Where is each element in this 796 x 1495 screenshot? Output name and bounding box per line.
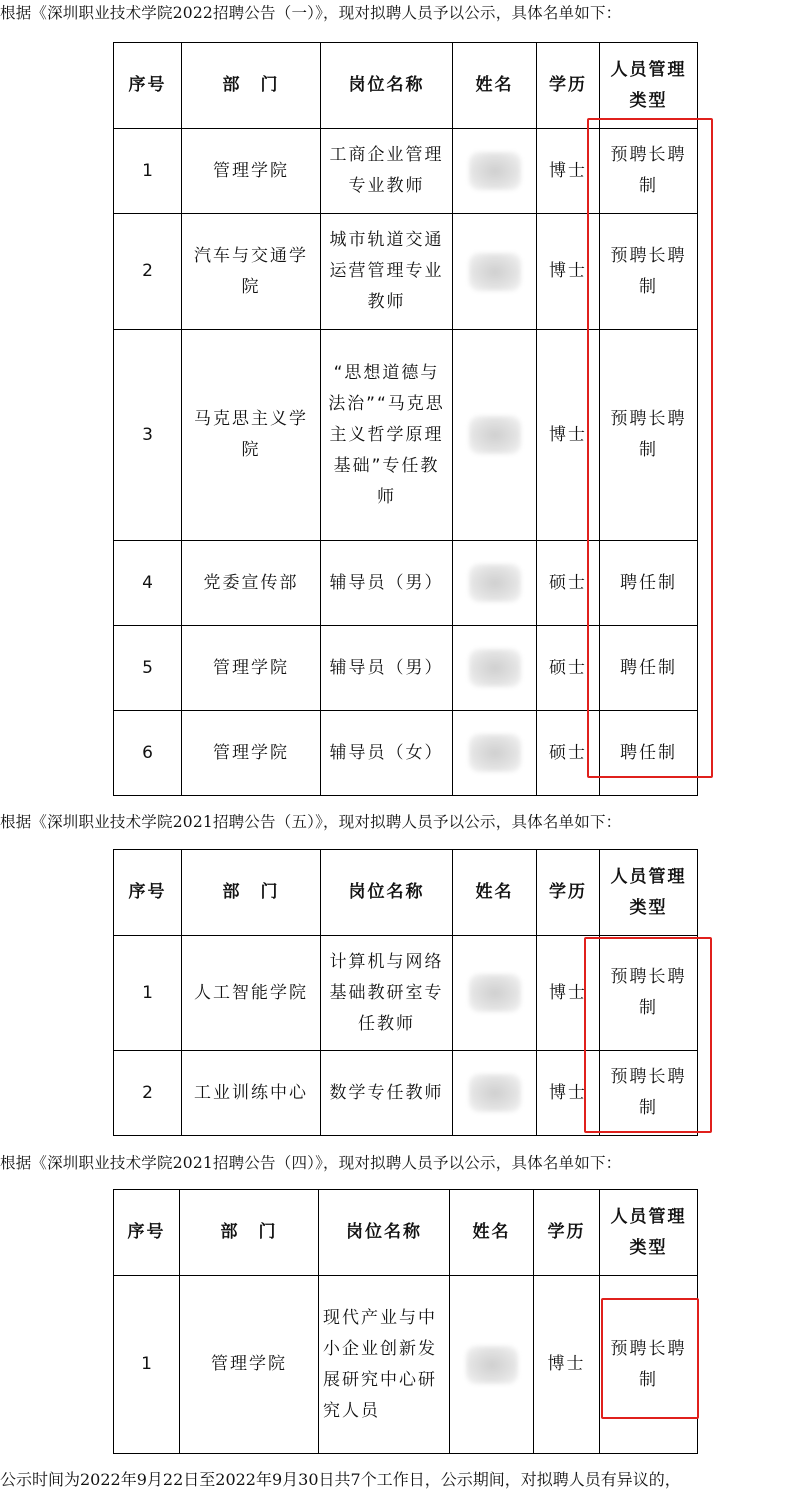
row-degree: 博士	[534, 1276, 600, 1454]
section-1-intro: 根据《深圳职业技术学院2022招聘公告（一）》，现对拟聘人员予以公示，具体名单如下：	[0, 4, 622, 22]
header-no: 序号	[114, 850, 182, 936]
table-header-row	[114, 43, 698, 129]
row-dept: 管理学院	[180, 1276, 319, 1454]
header-degree: 学历	[534, 1190, 600, 1276]
row-no: 5	[114, 626, 182, 711]
row-type: 预聘长聘制	[600, 330, 698, 541]
row-degree: 硕士	[537, 626, 600, 711]
row-type: 聘任制	[600, 541, 698, 626]
header-name: 姓名	[450, 1190, 534, 1276]
row-position: 城市轨道交通运营管理专业教师	[321, 214, 453, 330]
row-name	[453, 711, 537, 796]
row-type: 聘任制	[600, 626, 698, 711]
row-position: 辅导员（女）	[321, 711, 453, 796]
header-degree: 学历	[537, 43, 600, 129]
row-position: 辅导员（男）	[321, 541, 453, 626]
row-degree: 硕士	[537, 541, 600, 626]
row-dept: 马克思主义学院	[182, 330, 321, 541]
header-position: 岗位名称	[321, 43, 453, 129]
header-dept: 部 门	[182, 43, 321, 129]
redacted-name-blur	[469, 152, 521, 190]
redacted-name-blur	[469, 416, 521, 454]
row-no: 4	[114, 541, 182, 626]
redacted-name-blur	[469, 564, 521, 602]
row-degree: 博士	[537, 330, 600, 541]
row-name	[453, 214, 537, 330]
header-name: 姓名	[453, 43, 537, 129]
table-header-row	[114, 1190, 698, 1276]
header-type: 人员管理类型	[600, 850, 698, 936]
row-position: 现代产业与中小企业创新发展研究中心研究人员	[319, 1276, 450, 1454]
table-header-row	[114, 850, 698, 936]
row-no: 2	[114, 214, 182, 330]
row-degree: 博士	[537, 214, 600, 330]
row-type: 聘任制	[600, 711, 698, 796]
row-dept: 工业训练中心	[182, 1051, 321, 1136]
row-type: 预聘长聘制	[600, 936, 698, 1051]
redacted-name-blur	[469, 253, 521, 291]
row-dept: 党委宣传部	[182, 541, 321, 626]
redacted-name-blur	[469, 734, 521, 772]
row-no: 2	[114, 1051, 182, 1136]
row-name	[453, 541, 537, 626]
redacted-name-blur	[466, 1346, 518, 1384]
row-degree: 硕士	[537, 711, 600, 796]
row-position: 计算机与网络基础教研室专任教师	[321, 936, 453, 1051]
row-degree: 博士	[537, 129, 600, 214]
row-dept: 管理学院	[182, 129, 321, 214]
header-position: 岗位名称	[319, 1190, 450, 1276]
row-name	[453, 330, 537, 541]
row-no: 6	[114, 711, 182, 796]
row-name	[453, 129, 537, 214]
row-type: 预聘长聘制	[600, 129, 698, 214]
header-type: 人员管理类型	[600, 43, 698, 129]
row-degree: 博士	[537, 1051, 600, 1136]
header-dept: 部 门	[182, 850, 321, 936]
row-no: 1	[114, 936, 182, 1051]
footer-notice: 公示时间为2022年9月22日至2022年9月30日共7个工作日，公示期间，对拟聘人员有异议的，	[0, 1470, 681, 1489]
row-dept: 管理学院	[182, 711, 321, 796]
section-2-intro: 根据《深圳职业技术学院2021招聘公告（五）》，现对拟聘人员予以公示，具体名单如下：	[0, 813, 622, 831]
row-no: 1	[114, 1276, 180, 1454]
highlight-box-3	[601, 1298, 699, 1419]
row-no: 1	[114, 129, 182, 214]
row-name	[453, 1051, 537, 1136]
row-type: 预聘长聘制	[600, 214, 698, 330]
row-degree: 博士	[537, 936, 600, 1051]
row-name	[453, 626, 537, 711]
row-position: 辅导员（男）	[321, 626, 453, 711]
redacted-name-blur	[469, 1074, 521, 1112]
row-dept: 管理学院	[182, 626, 321, 711]
header-position: 岗位名称	[321, 850, 453, 936]
row-type: 预聘长聘制	[600, 1276, 698, 1454]
row-no: 3	[114, 330, 182, 541]
row-dept: 人工智能学院	[182, 936, 321, 1051]
row-dept: 汽车与交通学院	[182, 214, 321, 330]
highlight-box-1	[587, 118, 713, 778]
redacted-name-blur	[469, 649, 521, 687]
header-name: 姓名	[453, 850, 537, 936]
row-position: 工商企业管理专业教师	[321, 129, 453, 214]
section-3-intro: 根据《深圳职业技术学院2021招聘公告（四）》，现对拟聘人员予以公示，具体名单如下：	[0, 1154, 622, 1172]
row-type: 预聘长聘制	[600, 1051, 698, 1136]
row-name	[453, 936, 537, 1051]
row-position: “思想道德与法治”“马克思主义哲学原理基础”专任教师	[321, 330, 453, 541]
header-no: 序号	[114, 43, 182, 129]
header-type: 人员管理类型	[600, 1190, 698, 1276]
header-no: 序号	[114, 1190, 180, 1276]
header-degree: 学历	[537, 850, 600, 936]
header-dept: 部 门	[180, 1190, 319, 1276]
highlight-box-2	[584, 937, 712, 1133]
redacted-name-blur	[469, 974, 521, 1012]
row-name	[450, 1276, 534, 1454]
row-position: 数学专任教师	[321, 1051, 453, 1136]
